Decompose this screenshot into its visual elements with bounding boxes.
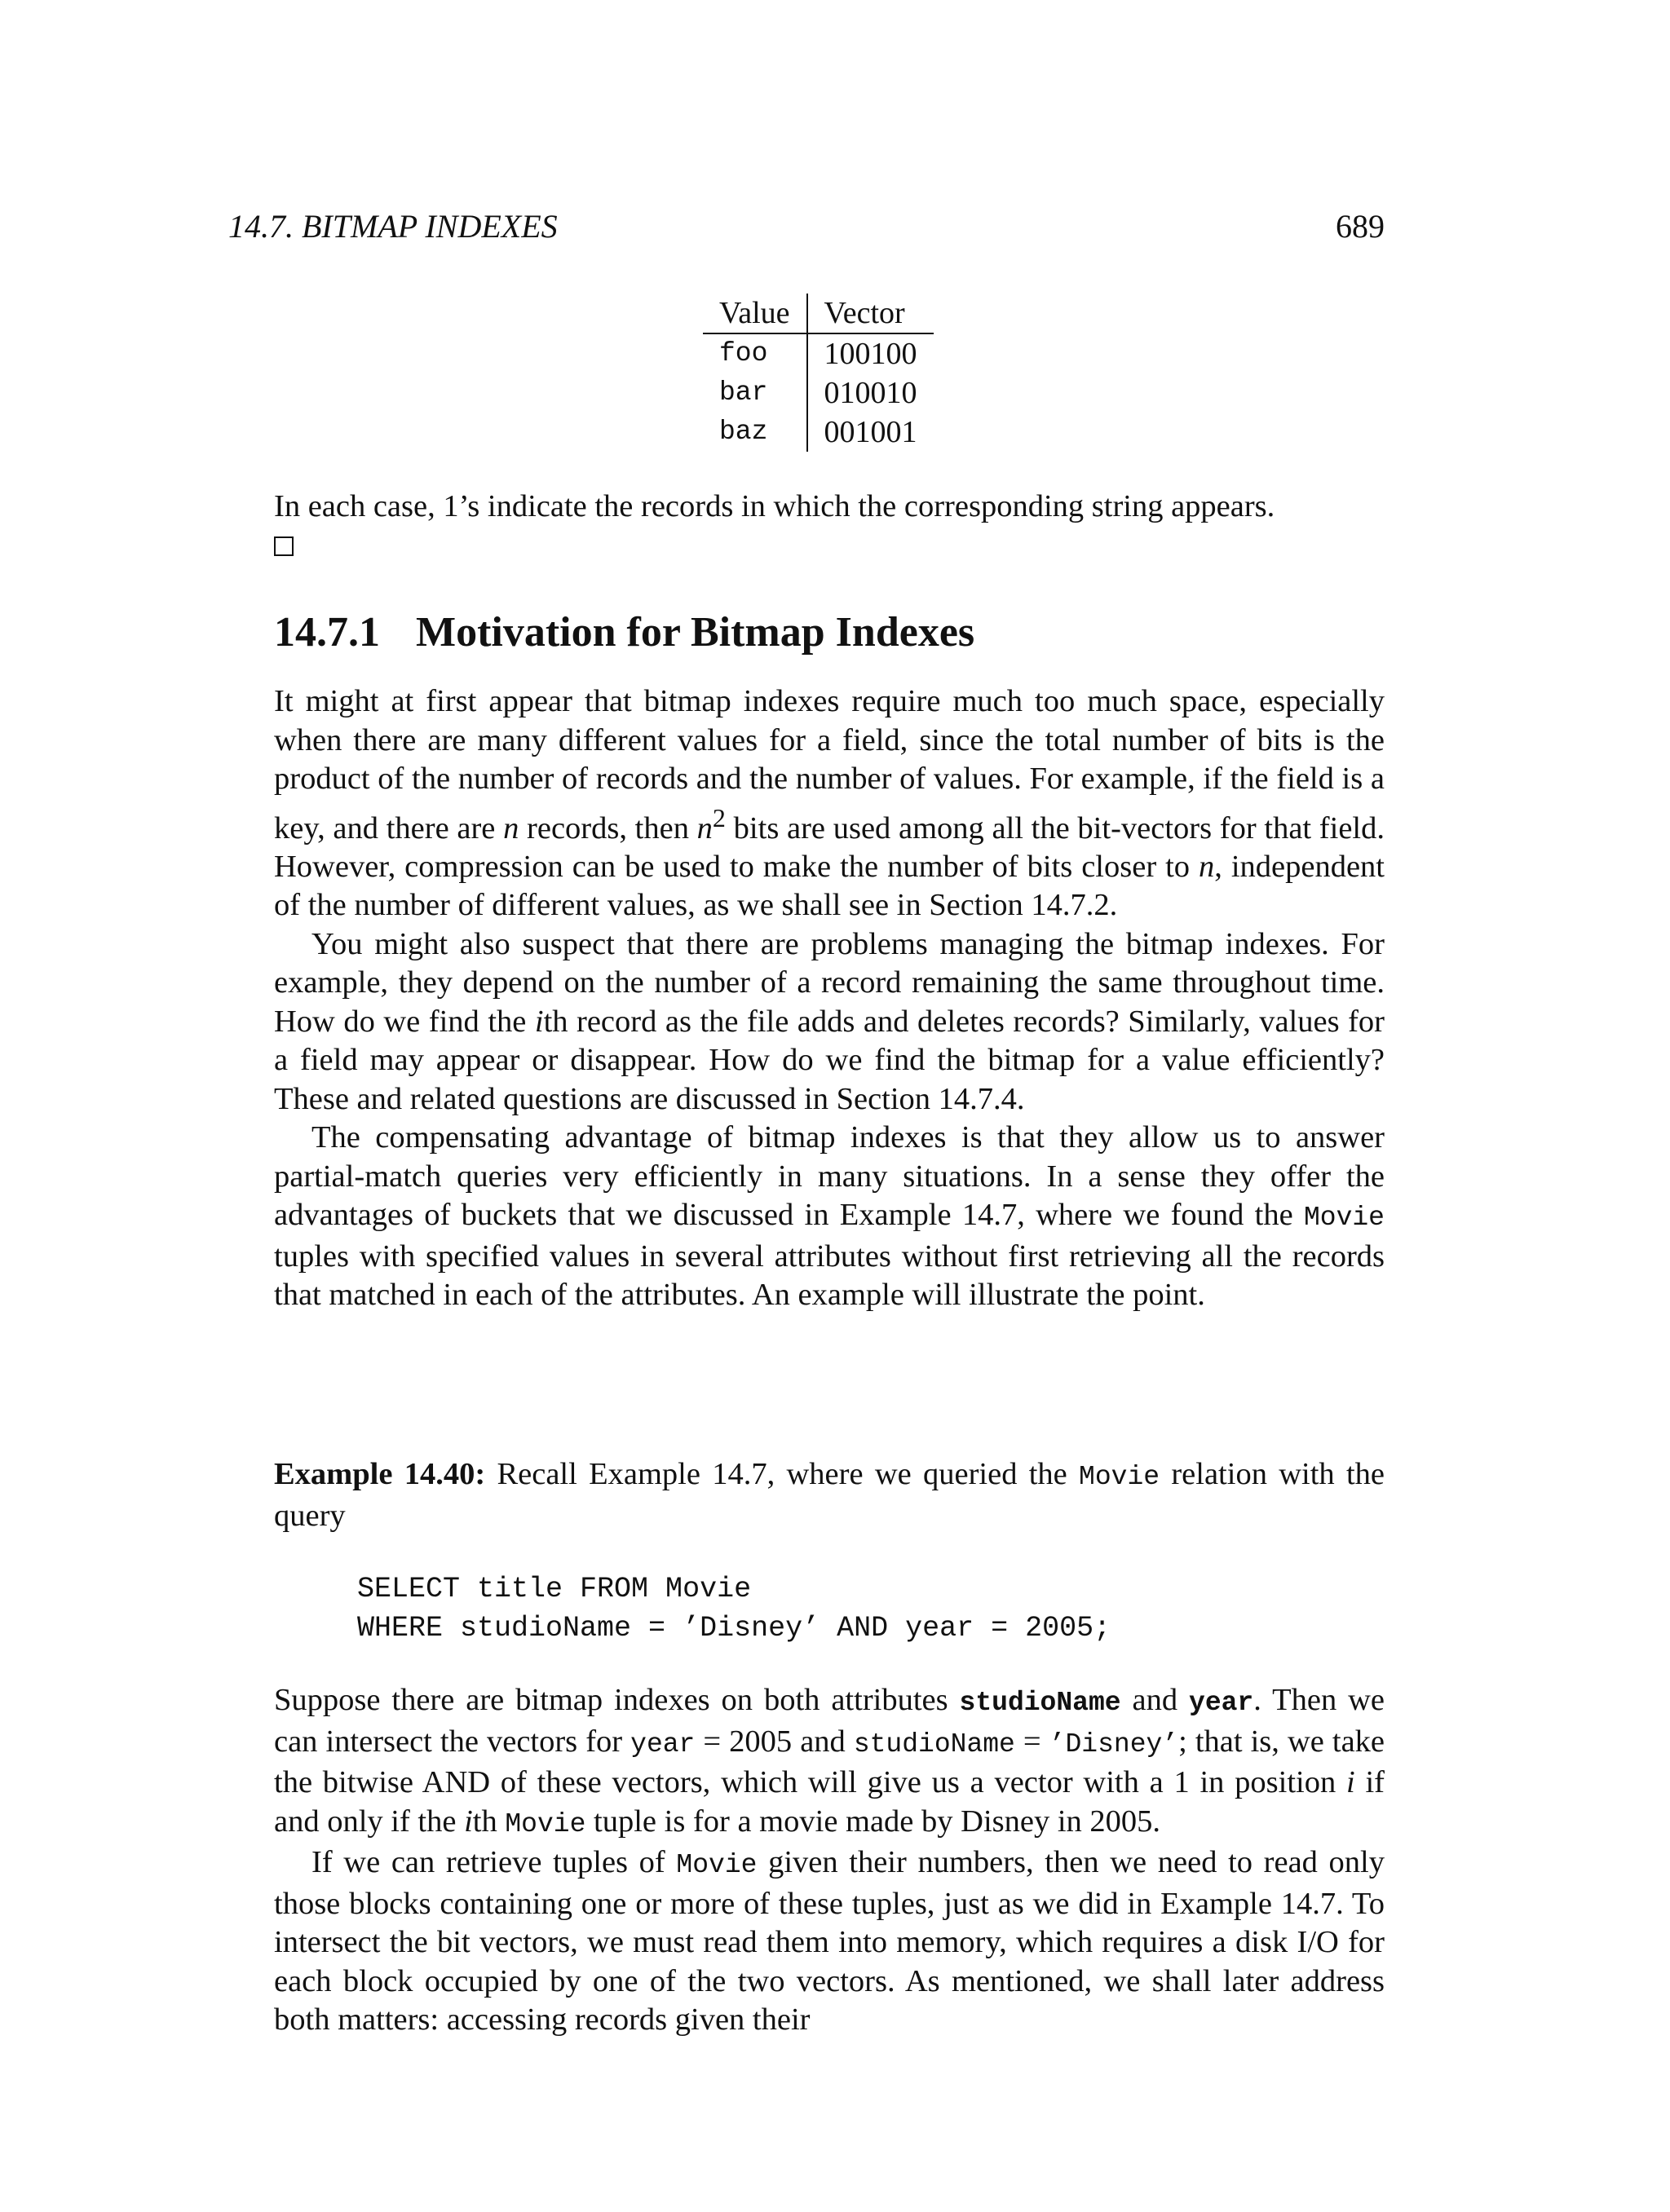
end-of-example-box — [274, 536, 294, 556]
code-line: WHERE studioName = ’Disney’ AND year = 2005; — [357, 1612, 1111, 1645]
paragraph-retrieve-tuples: If we can retrieve tuples of Movie given their numbers, then we need to read only those blocks containing one or more of these tuples, just as we did in Example 14.7. To intersect the bit vectors, we must read them into memory, which requires a disk I/O for each block occupied by one of the two vectors. As mentioned, we shall later address both matters: accessing records given their — [274, 1845, 1385, 2037]
sql-code-block — [357, 1570, 1111, 1648]
intro-sentence — [274, 488, 1385, 527]
table-row — [703, 373, 934, 413]
table-cell-vector: 001001 — [824, 415, 917, 449]
table-header-vector: Vector — [807, 294, 934, 333]
example-intro — [274, 1455, 1385, 1535]
paragraph-compensating-advantage: The compensating advantage of bitmap indexes is that they allow us to answer partial-match queries very efficiently in many situations. In a sense they offer the advantages of buckets that we discussed in Example 14.7, where we found the Movie tuples with specified values in several attributes without first retrieving all the records that matched in each of the attributes. An example will illustrate the point. — [274, 1120, 1385, 1313]
body-text-block-1 — [274, 682, 1385, 1315]
page-number: 689 — [1336, 208, 1385, 245]
table-header-value: Value — [703, 294, 807, 333]
paragraph-managing-indexes: You might also suspect that there are problems managing the bitmap indexes. For example, they depend on the number of a record remaining the same throughout time. How do we find the ith record as the file adds and deletes records? Similarly, values for a field may appear or disappear. How do we find the bitmap for a value efficiently? These and related questions are discussed in Section 14.7.4. — [274, 926, 1385, 1116]
table-cell-vector: 100100 — [824, 337, 917, 371]
table-cell-value: foo — [703, 333, 807, 373]
example-label: Example 14.40: — [274, 1457, 486, 1491]
table-cell-value: bar — [703, 373, 807, 413]
table-row — [703, 333, 934, 373]
section-heading — [274, 608, 974, 656]
table-row — [703, 413, 934, 452]
section-number: 14.7.1 — [274, 609, 380, 656]
paragraph-motivation-space: It might at first appear that bitmap indexes require much too much space, especially when there are many different values for a field, since the total number of bits is the product of the number of records and the number of values. For example, if the field is a key, and there are n records, then $n^2$ bits are used among all the bit-vectors for that field. However, compression can be used to make the number of bits closer to n, independent of the number of different values, as we shall see in Section 14.7.2. — [274, 684, 1385, 923]
body-text-block-2 — [274, 1681, 1385, 2040]
code-line: SELECT title FROM Movie — [357, 1573, 752, 1605]
paragraph-example: Example 14.40: Recall Example 14.7, where we queried the Movie relation with the query — [274, 1457, 1385, 1533]
bitmap-vector-table — [703, 294, 934, 452]
section-title: Motivation for Bitmap Indexes — [416, 609, 975, 656]
table-header-row — [703, 294, 934, 333]
table-cell-vector: 010010 — [824, 376, 917, 410]
intro-sentence-text: In each case, 1’s indicate the records in which the corresponding string appears. — [274, 489, 1275, 523]
paragraph-intersect-vectors: Suppose there are bitmap indexes on both attributes studioName and year. Then we can intersect the vectors for year = 2005 and studioName = ’Disney’; that is, we take the bitwise AND of these vectors, which will give us a vector with a 1 in position i if and only if the ith Movie tuple is for a movie made by Disney in 2005. — [274, 1683, 1385, 1839]
running-header-title: 14.7. BITMAP INDEXES — [228, 208, 558, 245]
table-cell-value: baz — [703, 413, 807, 452]
